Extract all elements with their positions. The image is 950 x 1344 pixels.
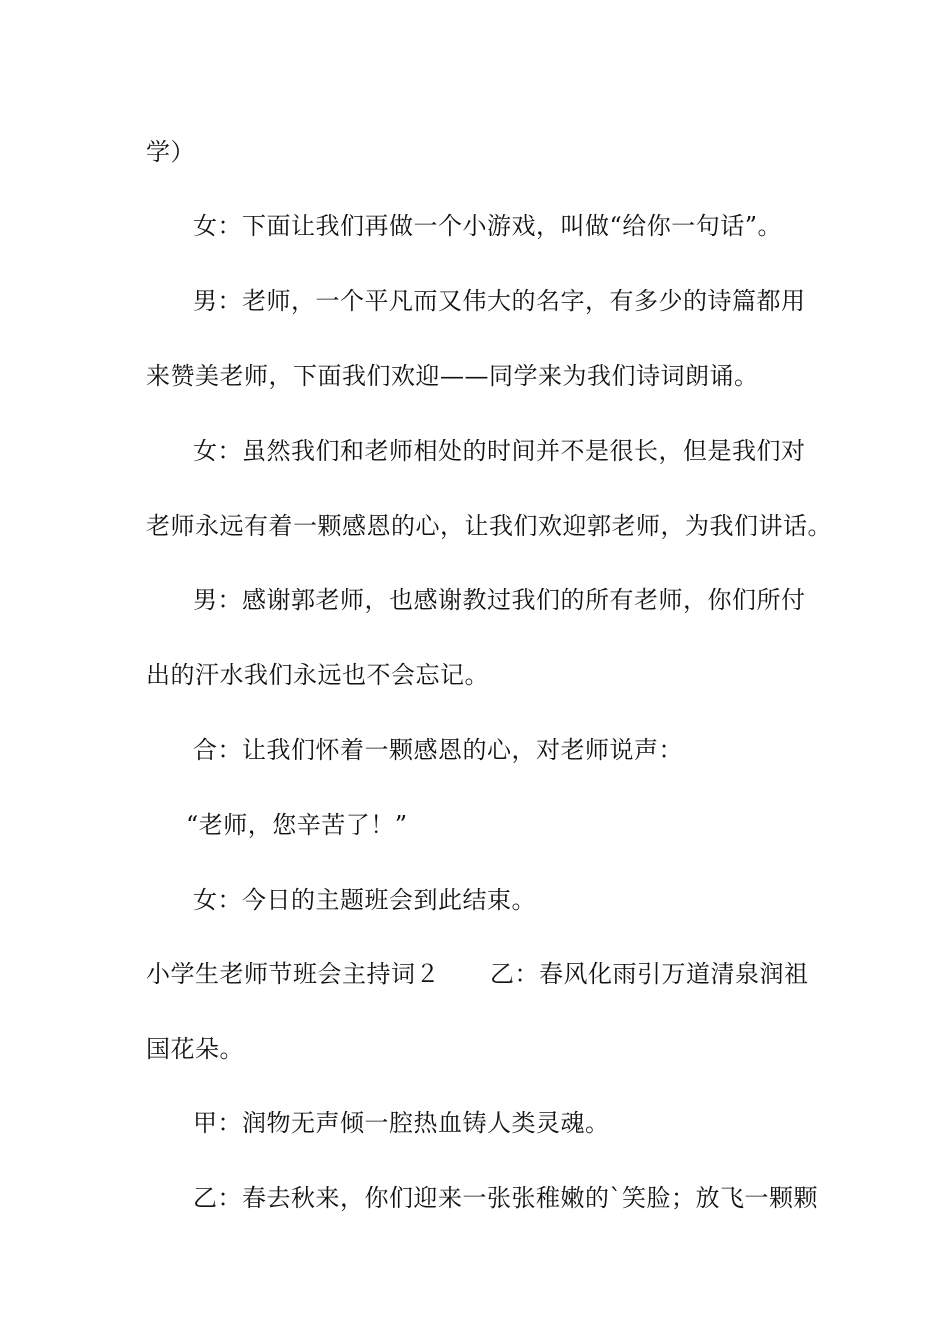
text-line: 学）	[146, 138, 195, 166]
text-line: 女：下面让我们再做一个小游戏，叫做“给你一句话”。	[193, 212, 783, 240]
text-line: 女：虽然我们和老师相处的时间并不是很长，但是我们对	[193, 437, 806, 465]
text-line: 甲：润物无声倾一腔热血铸人类灵魂。	[193, 1109, 610, 1137]
section-continuation: 乙：春风化雨引万道清泉润祖	[490, 960, 809, 988]
text-line: 国花朵。	[146, 1035, 244, 1063]
text-line: 来赞美老师，下面我们欢迎——同学来为我们诗词朗诵。	[146, 362, 759, 390]
text-line: 合：让我们怀着一颗感恩的心，对老师说声：	[193, 736, 683, 764]
text-line: 男：感谢郭老师，也感谢教过我们的所有老师，你们所付	[193, 586, 806, 614]
text-line: “老师，您辛苦了！”	[186, 811, 408, 839]
text-line: 老师永远有着一颗感恩的心，让我们欢迎郭老师，为我们讲话。	[146, 512, 832, 540]
text-line: 女：今日的主题班会到此结束。	[193, 886, 536, 914]
text-line: 出的汗水我们永远也不会忘记。	[146, 661, 489, 689]
section-heading: 小学生老师节班会主持词２	[146, 960, 440, 988]
text-line: 男：老师，一个平凡而又伟大的名字，有多少的诗篇都用	[193, 287, 806, 315]
text-line: 乙：春去秋来，你们迎来一张张稚嫩的`笑脸；放飞一颗颗	[193, 1184, 818, 1212]
